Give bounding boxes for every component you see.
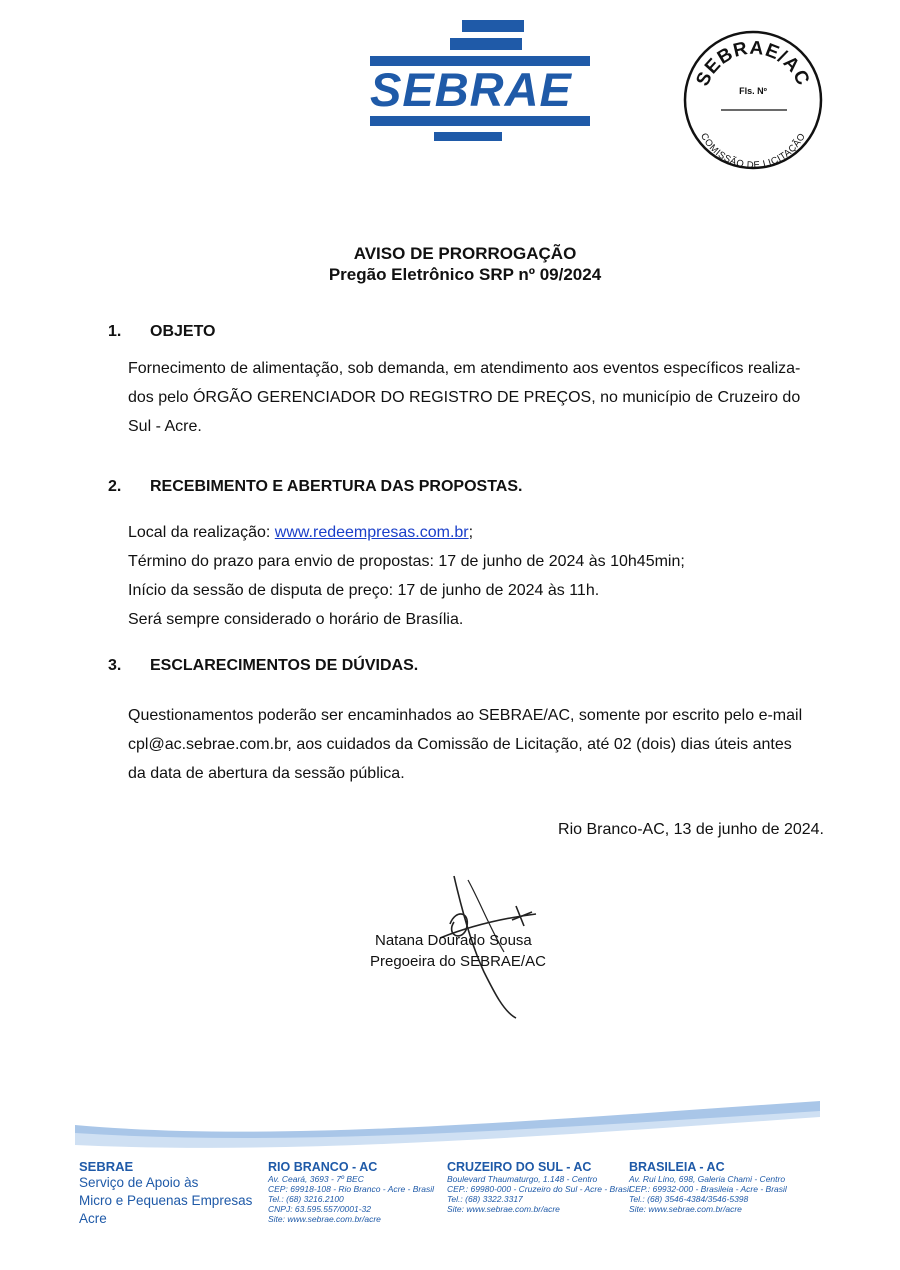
logo-bar bbox=[370, 116, 590, 126]
section-number: 1. bbox=[108, 323, 122, 340]
section-text-line: dos pelo ÓRGÃO GERENCIADOR DO REGISTRO DE PREÇOS, no município de Cruzeiro do bbox=[128, 389, 801, 406]
office-line: Site: www.sebrae.com.br/acre bbox=[268, 1214, 381, 1224]
signer-name: Natana Dourado Sousa bbox=[375, 932, 532, 949]
section-text-line: Término do prazo para envio de propostas: 17 de junho de 2024 às 10h45min; bbox=[128, 553, 685, 570]
office-line: Av. Ceará, 3693 - 7º BEC bbox=[268, 1174, 364, 1184]
footer-org bbox=[79, 1159, 252, 1228]
office-line: CEP.: 69932-000 - Brasileia - Acre - Brasil bbox=[629, 1184, 787, 1194]
section-heading: OBJETO bbox=[150, 323, 216, 340]
office-line: Site: www.sebrae.com.br/acre bbox=[629, 1204, 742, 1214]
commission-stamp bbox=[683, 30, 823, 170]
stamp-top-text: SEBRAE/AC bbox=[692, 37, 814, 90]
footer-office-cruzeiro bbox=[447, 1160, 631, 1214]
svg-text:COMISSÃO DE LICITAÇÃO bbox=[698, 131, 808, 170]
section-text-line: Será sempre considerado o horário de Brasília. bbox=[128, 611, 464, 628]
office-line: Tel.: (68) 3546-4384/3546-5398 bbox=[629, 1194, 749, 1204]
local-suffix: ; bbox=[468, 524, 474, 541]
office-line: CNPJ: 63.595.557/0001-32 bbox=[268, 1204, 372, 1214]
logo-bar bbox=[450, 38, 522, 50]
signer-role: Pregoeira do SEBRAE/AC bbox=[370, 953, 546, 970]
sebrae-logo bbox=[370, 20, 592, 138]
redeempresas-link[interactable]: www.redeempresas.com.br bbox=[274, 524, 469, 541]
footer-org-line: Micro e Pequenas Empresas bbox=[79, 1193, 253, 1208]
logo-text: SEBRAE bbox=[370, 63, 572, 116]
section-text-line: Fornecimento de alimentação, sob demanda, em atendimento aos eventos específicos realiza- bbox=[128, 360, 801, 377]
section-heading: ESCLARECIMENTOS DE DÚVIDAS. bbox=[150, 657, 419, 674]
footer-org-line: Acre bbox=[79, 1211, 107, 1226]
footer-office-rio-branco bbox=[268, 1160, 434, 1224]
local-label: Local da realização: bbox=[128, 524, 275, 541]
footer-office-brasileia bbox=[629, 1160, 787, 1214]
office-name: RIO BRANCO - AC bbox=[268, 1160, 378, 1174]
local-line bbox=[128, 524, 473, 542]
section-text-line: Questionamentos poderão ser encaminhados ao SEBRAE/AC, somente por escrito pelo e-mail bbox=[128, 707, 803, 724]
office-line: CEP.: 69980-000 - Cruzeiro do Sul - Acre - Brasil bbox=[447, 1184, 631, 1194]
section-text-line: da data de abertura da sessão pública. bbox=[128, 765, 405, 782]
logo-bar bbox=[434, 132, 502, 141]
footer-wave bbox=[75, 1095, 820, 1155]
office-line: Tel.: (68) 3216.2100 bbox=[268, 1194, 344, 1204]
section-text-line: Sul - Acre. bbox=[128, 418, 202, 435]
date-line: Rio Branco-AC, 13 de junho de 2024. bbox=[558, 821, 824, 838]
office-line: Av. Rui Lino, 698, Galeria Chami - Centro bbox=[629, 1174, 786, 1184]
section-number: 3. bbox=[108, 657, 122, 674]
office-name: BRASILEIA - AC bbox=[629, 1160, 725, 1174]
footer-org-line: Serviço de Apoio às bbox=[79, 1175, 199, 1190]
section-text-line: cpl@ac.sebrae.com.br, aos cuidados da Comissão de Licitação, até 02 (dois) dias úteis antes bbox=[128, 736, 792, 753]
document-title: AVISO DE PRORROGAÇÃO bbox=[353, 244, 577, 263]
footer-org-name: SEBRAE bbox=[79, 1159, 134, 1174]
logo-bar bbox=[462, 20, 524, 32]
office-line: Boulevard Thaumaturgo, 1.148 - Centro bbox=[447, 1174, 598, 1184]
document-subtitle: Pregão Eletrônico SRP nº 09/2024 bbox=[328, 265, 602, 284]
stamp-bottom-text: COMISSÃO DE LICITAÇÃO bbox=[698, 131, 808, 170]
stamp-middle-text: Fls. Nº bbox=[739, 86, 767, 96]
office-line: Tel.: (68) 3322.3317 bbox=[447, 1194, 523, 1204]
section-text-line: Início da sessão de disputa de preço: 17 de junho de 2024 às 11h. bbox=[128, 582, 600, 599]
section-heading: RECEBIMENTO E ABERTURA DAS PROPOSTAS. bbox=[150, 478, 523, 495]
office-line: Site: www.sebrae.com.br/acre bbox=[447, 1204, 560, 1214]
section-number: 2. bbox=[108, 478, 122, 495]
office-line: CEP: 69918-108 - Rio Branco - Acre - Brasil bbox=[268, 1184, 434, 1194]
office-name: CRUZEIRO DO SUL - AC bbox=[447, 1160, 592, 1174]
